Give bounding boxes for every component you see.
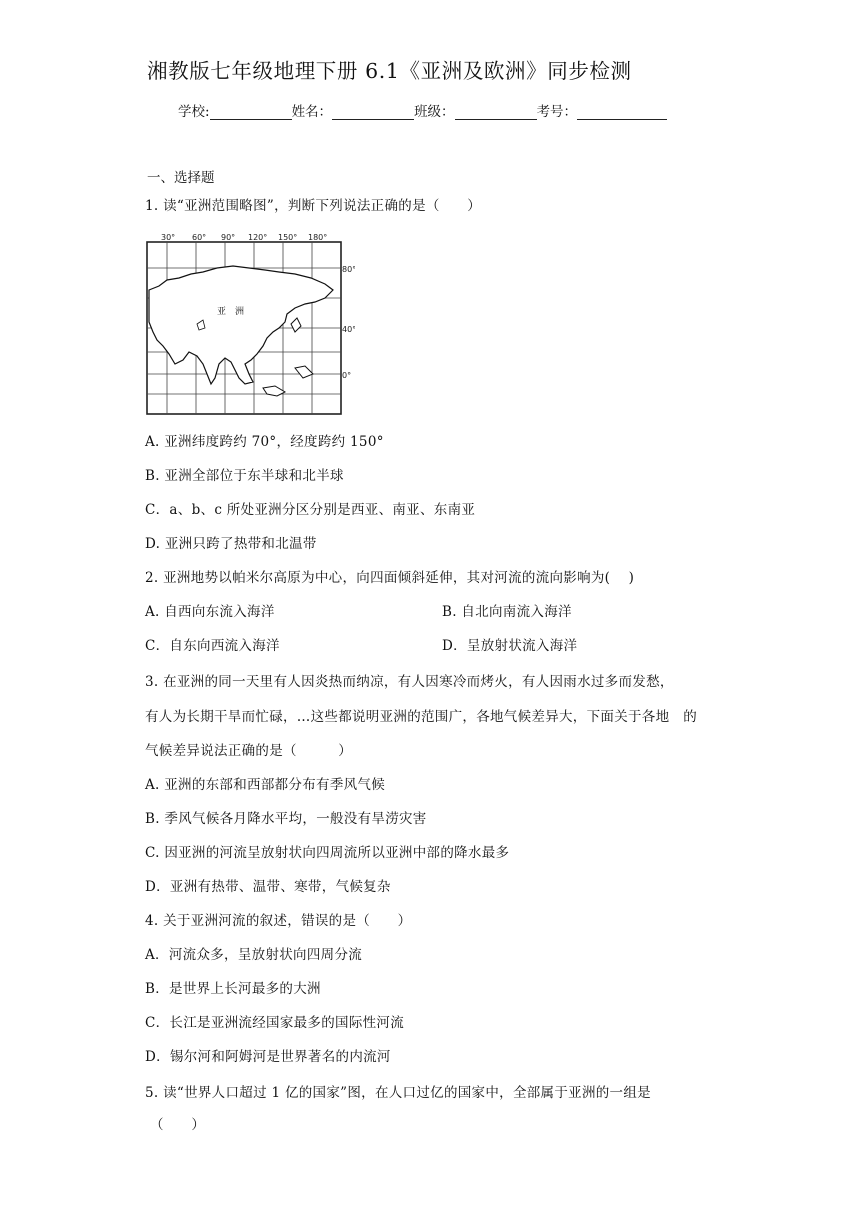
lon-label-60: 60° [192,233,207,242]
document-title: 湘教版七年级地理下册 6.1《亚洲及欧洲》同步检测 [147,59,632,83]
q3-stem-line-1: 3. 在亚洲的同一天里有人因炎热而纳凉，有人因寒冷而烤火，有人因雨水过多而发愁， [145,674,674,690]
lon-label-30: 30° [161,233,176,242]
q3-option-c[interactable]: C. 因亚洲的河流呈放射状向四周流所以亚洲中部的降水最多 [145,845,510,861]
q2-option-d[interactable]: D．呈放射状流入海洋 [442,638,578,654]
q3-stem-line-2: 有人为长期干旱而忙碌，…这些都说明亚洲的范围广，各地气候差异大，下面关于各地 的 [145,709,697,725]
q4-option-c[interactable]: C．长江是亚洲流经国家最多的国际性河流 [145,1015,405,1031]
q3-option-a[interactable]: A. 亚洲的东部和西部都分布有季风气候 [145,777,386,793]
q1-option-c[interactable]: C．a、b、c 所处亚洲分区分别是西亚、南亚、东南亚 [145,502,476,518]
student-info-line [178,100,667,120]
lat-label-40: 40° [342,325,355,334]
q3-stem-line-3: 气候差异说法正确的是（ ） [145,743,352,759]
q1-stem: 1. 读“亚洲范围略图”，判断下列说法正确的是（ ） [145,198,482,214]
q2-option-c[interactable]: C．自东向西流入海洋 [145,638,280,654]
school-blank[interactable] [210,105,292,120]
section-title: 一、选择题 [147,170,215,186]
asia-range-map [145,228,355,418]
q2-option-a[interactable]: A. 自西向东流入海洋 [145,604,275,620]
lat-label-0: 0° [342,371,352,380]
lat-label-80: 80° [342,265,355,274]
q2-stem: 2. 亚洲地势以帕米尔高原为中心，向四面倾斜延伸，其对河流的流向影响为( ) [145,570,635,586]
q1-option-b[interactable]: B. 亚洲全部位于东半球和北半球 [145,468,344,484]
q1-option-a[interactable]: A. 亚洲纬度跨约 70°，经度跨约 150° [145,434,384,450]
name-blank[interactable] [332,105,414,120]
class-blank[interactable] [455,105,537,120]
exam-number-blank[interactable] [577,105,667,120]
q2-option-b[interactable]: B. 自北向南流入海洋 [442,604,572,620]
exam-number-label: 考号： [536,104,578,120]
q4-option-b[interactable]: B．是世界上长河最多的大洲 [145,981,321,997]
lon-label-150: 150° [278,233,298,242]
class-label: 班级： [414,104,455,120]
q4-option-d[interactable]: D．锡尔河和阿姆河是世界著名的内流河 [145,1049,391,1065]
lon-label-120: 120° [248,233,268,242]
q3-option-b[interactable]: B. 季风气候各月降水平均，一般没有旱涝灾害 [145,811,427,827]
q4-stem: 4. 关于亚洲河流的叙述，错误的是（ ） [145,913,412,929]
q1-option-d[interactable]: D. 亚洲只跨了热带和北温带 [145,536,317,552]
name-label: 姓名： [291,104,333,120]
lon-label-90: 90° [221,233,236,242]
school-label: 学校: [178,104,210,120]
lon-label-180: 180° [308,233,328,242]
q3-option-d[interactable]: D．亚洲有热带、温带、寒带，气候复杂 [145,879,391,895]
q5-stem-line-2: （ ） [150,1117,206,1133]
q5-stem-line-1: 5. 读“世界人口超过 1 亿的国家”图，在人口过亿的国家中，全部属于亚洲的一组是 [145,1085,651,1101]
q4-option-a[interactable]: A．河流众多，呈放射状向四周分流 [145,947,363,963]
asia-region-label: 亚 洲 [217,307,245,317]
